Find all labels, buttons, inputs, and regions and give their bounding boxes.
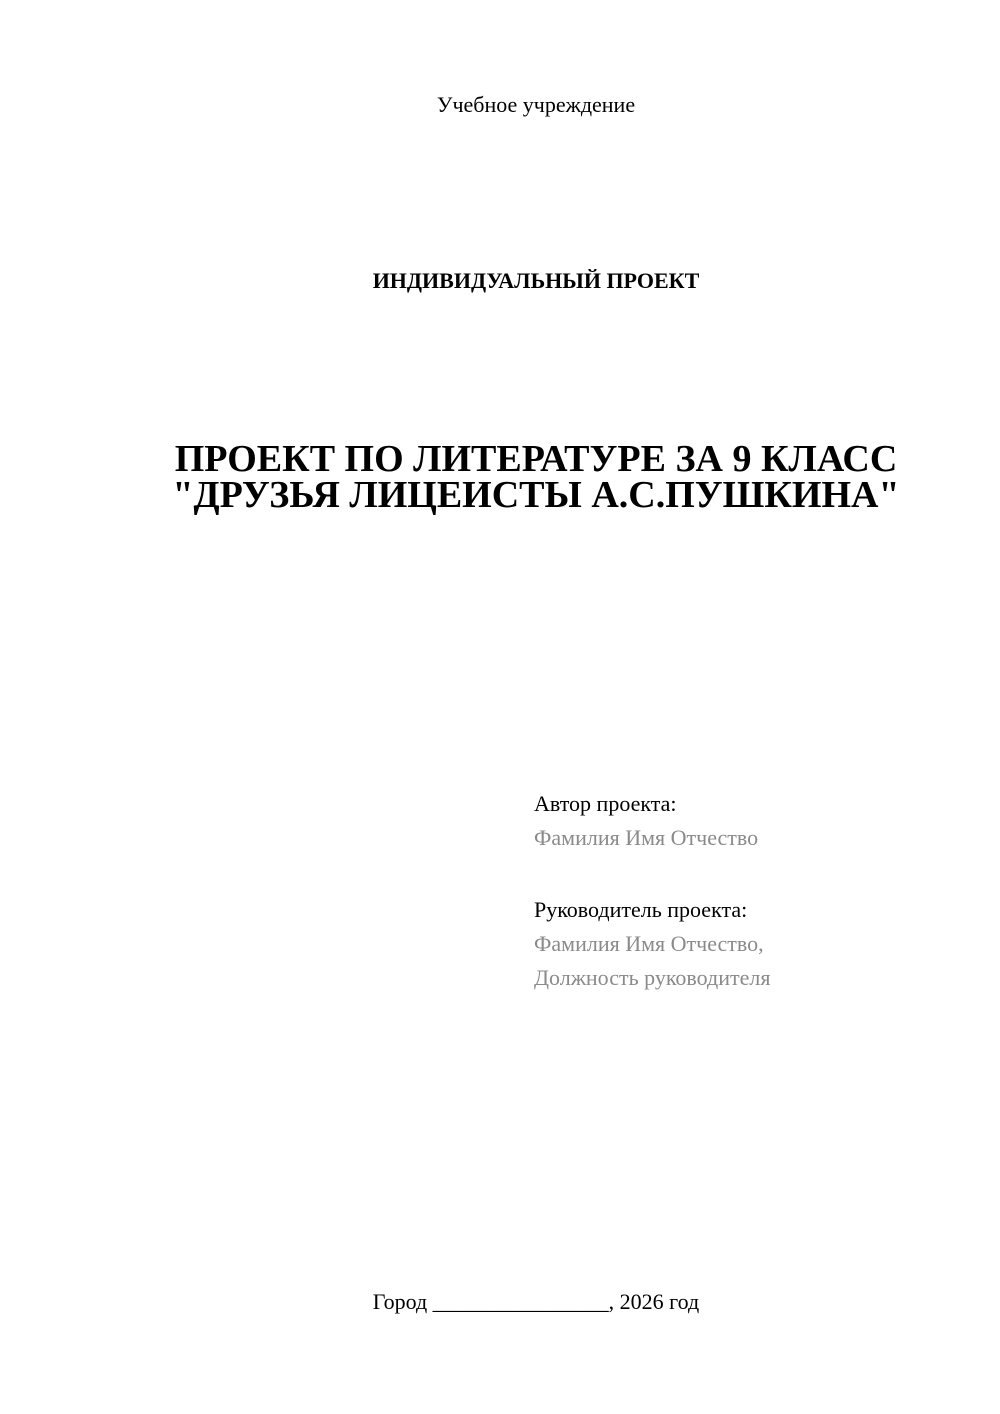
supervisor-name: Фамилия Имя Отчество, — [534, 931, 764, 956]
project-type-heading: ИНДИВИДУАЛЬНЫЙ ПРОЕКТ — [372, 268, 700, 293]
author-label: Автор проекта: — [534, 791, 677, 816]
author-name: Фамилия Имя Отчество — [534, 825, 759, 850]
supervisor-position: Должность руководителя — [534, 965, 771, 990]
author-block — [534, 787, 974, 855]
supervisor-label: Руководитель проекта: — [534, 897, 748, 922]
supervisor-block — [534, 893, 974, 995]
footer-city-year: Город ________________, 2026 год — [372, 1289, 700, 1314]
project-title-line-2: "ДРУЗЬЯ ЛИЦЕИСТЫ А.С.ПУШКИНА" — [172, 474, 900, 516]
institution-name: Учебное учреждение — [436, 92, 636, 117]
project-title-line-1: ПРОЕКТ ПО ЛИТЕРАТУРЕ ЗА 9 КЛАСС — [174, 438, 898, 480]
